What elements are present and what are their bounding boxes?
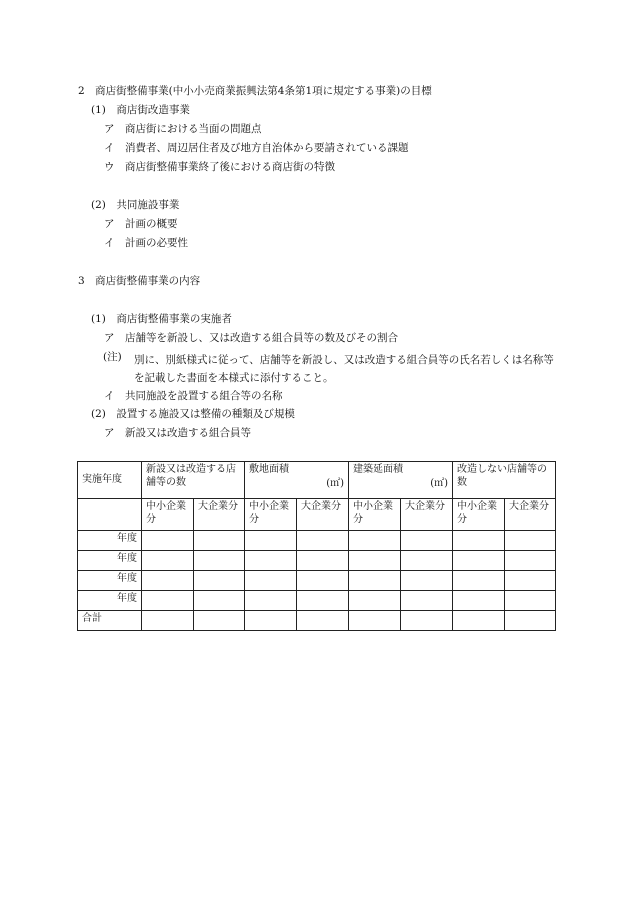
table-cell [142, 611, 194, 631]
subheader-large: 大企業分 [297, 499, 349, 531]
table-cell [297, 571, 349, 591]
header-new-stores: 新設又は改造する店舗等の数 [142, 462, 245, 499]
table-cell [453, 591, 505, 611]
header-year: 実施年度 [78, 462, 142, 499]
table-cell [245, 591, 297, 611]
row-year-label: 年度 [78, 571, 142, 591]
table-cell [142, 571, 194, 591]
table-cell [505, 611, 556, 631]
subheader-sme: 中小企業分 [142, 499, 194, 531]
section-2-title: 2 商店街整備事業(中小小売商業振興法第4条第1項に規定する事業)の目標 [78, 85, 432, 97]
table-row [78, 591, 556, 611]
table-cell [505, 591, 556, 611]
row-year-label: 年度 [78, 551, 142, 571]
table-cell [349, 531, 401, 551]
table-cell [505, 571, 556, 591]
table-cell [401, 611, 453, 631]
row-total-label: 合計 [78, 611, 142, 631]
subheader-sme: 中小企業分 [349, 499, 401, 531]
table-cell [142, 531, 194, 551]
table-cell [401, 531, 453, 551]
table-row [78, 531, 556, 551]
table-cell [453, 571, 505, 591]
table-cell [245, 611, 297, 631]
section-2-1-item-a: ア 商店街における当面の問題点 [104, 123, 262, 135]
table-cell [194, 531, 245, 551]
section-3-1-item-i: イ 共同施設を設置する組合等の名称 [104, 390, 283, 402]
subheader-large: 大企業分 [194, 499, 245, 531]
section-3-2-title: (2) 設置する施設又は整備の種類及び規模 [91, 408, 295, 420]
table-cell [505, 551, 556, 571]
section-2-1-title: (1) 商店街改造事業 [91, 104, 190, 116]
table-row-total [78, 611, 556, 631]
header-site-area: 敷地面積 (㎡) [245, 462, 349, 499]
table-row [78, 571, 556, 591]
section-3-1-title: (1) 商店街整備事業の実施者 [91, 313, 232, 325]
section-3-1-item-a: ア 店舗等を新設し、又は改造する組合員等の数及びその割合 [104, 332, 398, 344]
table-cell [194, 571, 245, 591]
table-cell [349, 591, 401, 611]
table-cell [453, 551, 505, 571]
subheader-large: 大企業分 [505, 499, 556, 531]
table-cell [245, 551, 297, 571]
table-cell [194, 611, 245, 631]
table-cell [401, 571, 453, 591]
subheader-sme: 中小企業分 [245, 499, 297, 531]
subheader-large: 大企業分 [401, 499, 453, 531]
subheader-sme: 中小企業分 [453, 499, 505, 531]
row-year-label: 年度 [78, 531, 142, 551]
table-cell [401, 551, 453, 571]
subheader-empty [78, 499, 142, 531]
table-cell [194, 551, 245, 571]
table-cell [297, 551, 349, 571]
section-3-title: 3 商店街整備事業の内容 [78, 275, 201, 287]
table-cell [142, 551, 194, 571]
site-area-unit: (㎡) [326, 477, 344, 489]
table-cell [401, 591, 453, 611]
table-cell [349, 611, 401, 631]
row-year-label: 年度 [78, 591, 142, 611]
section-2-2-item-a: ア 計画の概要 [104, 218, 178, 230]
section-2-1-item-i: イ 消費者、周辺居住者及び地方自治体から要請されている課題 [104, 142, 409, 154]
facility-table [77, 461, 556, 631]
table-cell [194, 591, 245, 611]
table-cell [245, 531, 297, 551]
table-cell [349, 571, 401, 591]
table-cell [349, 551, 401, 571]
section-3-2-item-a: ア 新設又は改造する組合員等 [104, 427, 251, 439]
note-text: 別に、別紙様式に従って、店舗等を新設し、又は改造する組合員等の氏名若しくは名称等を記載した書面を本様式に添付すること。 [134, 354, 554, 384]
section-2-2-title: (2) 共同施設事業 [91, 199, 180, 211]
note-label: (注) [103, 351, 122, 363]
section-2-2-item-i: イ 計画の必要性 [104, 237, 188, 249]
table-cell [453, 531, 505, 551]
table-cell [297, 591, 349, 611]
header-unchanged-stores: 改造しない店舗等の数 [453, 462, 556, 499]
header-floor-area: 建築延面積 (㎡) [349, 462, 453, 499]
floor-area-unit: (㎡) [430, 477, 448, 489]
section-2-1-item-u: ウ 商店街整備事業終了後における商店街の特徴 [104, 161, 335, 173]
table-row [78, 551, 556, 571]
table-cell [142, 591, 194, 611]
table-cell [297, 531, 349, 551]
table-cell [245, 571, 297, 591]
table-cell [297, 611, 349, 631]
table-cell [453, 611, 505, 631]
table-cell [505, 531, 556, 551]
